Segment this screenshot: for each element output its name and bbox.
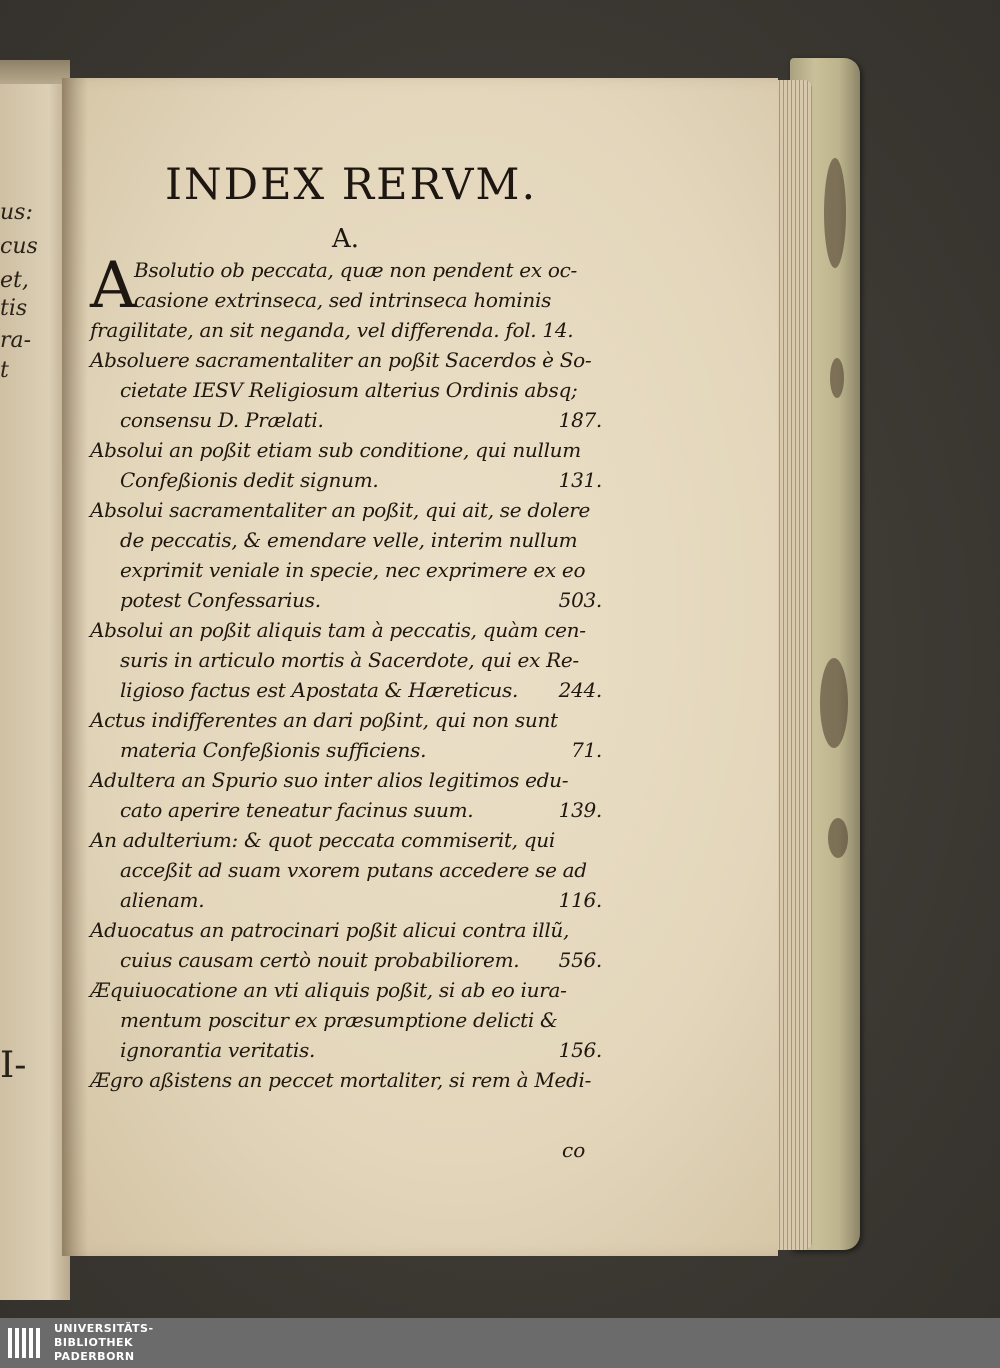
page-number: 139. xyxy=(558,798,602,822)
entry-line xyxy=(90,465,610,495)
entry-line-text: cuius causam certò nouit probabiliorem. xyxy=(120,948,520,972)
index-entry xyxy=(90,765,610,825)
entry-line: Absolui an poßit aliquis tam à peccatis, quàm cen- xyxy=(90,618,586,642)
entry-line-text: consensu D. Prælati. xyxy=(120,408,324,432)
library-name-line: UNIVERSITÄTS- xyxy=(54,1322,154,1335)
entry-line-text: ligioso factus est Apostata & Hæreticus. xyxy=(120,678,519,702)
entry-line-text: Confeßionis dedit signum. xyxy=(120,468,379,492)
left-page-fragment: tis xyxy=(0,296,28,321)
entry-line: Bsolutio ob peccata, quæ non pendent ex oc- xyxy=(134,258,577,282)
entry-line xyxy=(90,885,610,915)
library-footer xyxy=(0,1318,1000,1368)
entry-line-text: materia Confeßionis sufficiens. xyxy=(120,738,427,762)
entry-line: cietate IESV Religiosum alterius Ordinis absq; xyxy=(120,378,578,402)
entry-line-text: cato aperire teneatur facinus suum. xyxy=(120,798,474,822)
library-logo-icon xyxy=(6,1324,44,1362)
index-entry xyxy=(90,435,610,495)
entry-line: suris in articulo mortis à Sacerdote, qui ex Re- xyxy=(120,648,579,672)
entry-line xyxy=(90,405,610,435)
library-name xyxy=(54,1322,154,1364)
page-number: 556. xyxy=(558,948,602,972)
entry-line xyxy=(90,675,610,705)
entry-line: Æquiuocatione an vti aliquis poßit, si ab eo iura- xyxy=(90,978,567,1002)
library-name-line: PADERBORN xyxy=(54,1350,135,1363)
page-number: 71. xyxy=(571,738,602,762)
page-number: 156. xyxy=(558,1038,602,1062)
entry-line: casione extrinseca, sed intrinseca hominis xyxy=(134,288,552,312)
entry-line: de peccatis, & emendare velle, interim nullum xyxy=(120,528,578,552)
left-page-fragment: cus xyxy=(0,234,38,259)
index-entry xyxy=(90,249,610,345)
left-page-fragment: I- xyxy=(0,1045,27,1086)
gutter-shadow xyxy=(62,78,88,1256)
entry-line: acceßit ad suam vxorem putans accedere se ad xyxy=(120,858,587,882)
index-entry xyxy=(90,495,610,615)
entry-line-text: alienam. xyxy=(120,888,205,912)
index-entry xyxy=(90,345,610,435)
entry-line: Actus indifferentes an dari poßint, qui non sunt xyxy=(90,708,558,732)
page-title: INDEX RERVM. xyxy=(165,160,538,210)
entry-line: Adultera an Spurio suo inter alios legitimos edu- xyxy=(90,768,569,792)
entry-line: Absolui an poßit etiam sub conditione, qui nullum xyxy=(90,438,581,462)
left-page-fragment: t xyxy=(0,358,9,383)
entry-line xyxy=(90,795,610,825)
entry-line xyxy=(90,1035,610,1065)
entry-line xyxy=(90,945,610,975)
index-entry xyxy=(90,915,610,975)
entry-line xyxy=(90,585,610,615)
entry-line-text: ignorantia veritatis. xyxy=(120,1038,316,1062)
entry-line: mentum poscitur ex præsumptione delicti & xyxy=(120,1008,558,1032)
index-entry xyxy=(90,975,610,1065)
page-number: 187. xyxy=(558,408,602,432)
drop-cap: A xyxy=(90,249,136,323)
entry-line xyxy=(90,735,610,765)
entry-line: Ægro aßistens an peccet mortaliter, si rem à Medi- xyxy=(90,1068,592,1092)
index-entries xyxy=(90,249,610,1095)
entry-line-text: potest Confessarius. xyxy=(120,588,321,612)
left-page-fragment: us: xyxy=(0,200,33,225)
page-number: 503. xyxy=(558,588,602,612)
index-entry xyxy=(90,705,610,765)
entry-line: Absoluere sacramentaliter an poßit Sacerdos è So- xyxy=(90,348,592,372)
entry-line: fragilitate, an sit neganda, vel differenda. fol. 14. xyxy=(90,318,574,342)
index-entry xyxy=(90,825,610,915)
entry-line: exprimit veniale in specie, nec exprimere ex eo xyxy=(120,558,586,582)
left-page-fragment: ra- xyxy=(0,328,32,353)
left-page-edge xyxy=(0,62,70,1300)
left-binding-edge xyxy=(0,60,70,84)
left-page-fragment: et, xyxy=(0,268,29,293)
catchword: co xyxy=(562,1138,586,1162)
page-number: 244. xyxy=(558,678,602,702)
library-name-line: BIBLIOTHEK xyxy=(54,1336,134,1349)
entry-line: Absolui sacramentaliter an poßit, qui ait, se dolere xyxy=(90,498,591,522)
index-entry xyxy=(90,1065,610,1095)
entry-line: Aduocatus an patrocinari poßit alicui contra illũ, xyxy=(90,918,570,942)
page-number: 131. xyxy=(558,468,602,492)
entry-line: An adulterium: & quot peccata commiserit, qui xyxy=(90,828,555,852)
section-letter: A. xyxy=(332,224,360,254)
page-number: 116. xyxy=(558,888,602,912)
index-entry xyxy=(90,615,610,705)
